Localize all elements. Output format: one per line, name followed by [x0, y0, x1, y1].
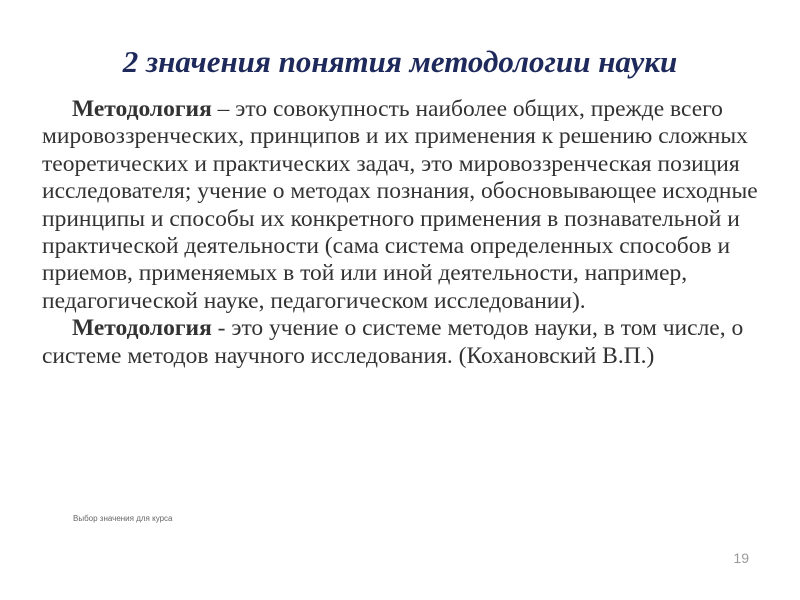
slide-title: 2 значения понятия методологии науки: [122, 44, 678, 79]
definition-paragraph-1: [42, 96, 772, 315]
definition-text-1: – это совокупность наиболее общих, прежде всего мировоззренческих, принципов и их применения к решению сложных теоретических и практических задач, это мировоззренческая позиция исследователя; учение о методах познания, обосновывающее исходные принципы и способы их конкретного применения в познавательной и практической деятельности (сама система определенных способов и приемов, применяемых в той или иной деятельности, например, педагогической науке, педагогическом исследовании).: [42, 96, 758, 314]
slide-body: [42, 96, 772, 370]
definition-text-2: - это учение о системе методов науки, в том числе, о системе методов научного исследования. (Кохановский В.П.): [42, 315, 744, 369]
definition-term-1: Методология: [72, 96, 212, 122]
footnote: Выбор значения для курса: [73, 514, 173, 523]
definition-term-2: Методология: [72, 315, 212, 342]
page-number: 19: [733, 550, 749, 566]
definition-paragraph-2: [42, 315, 772, 370]
